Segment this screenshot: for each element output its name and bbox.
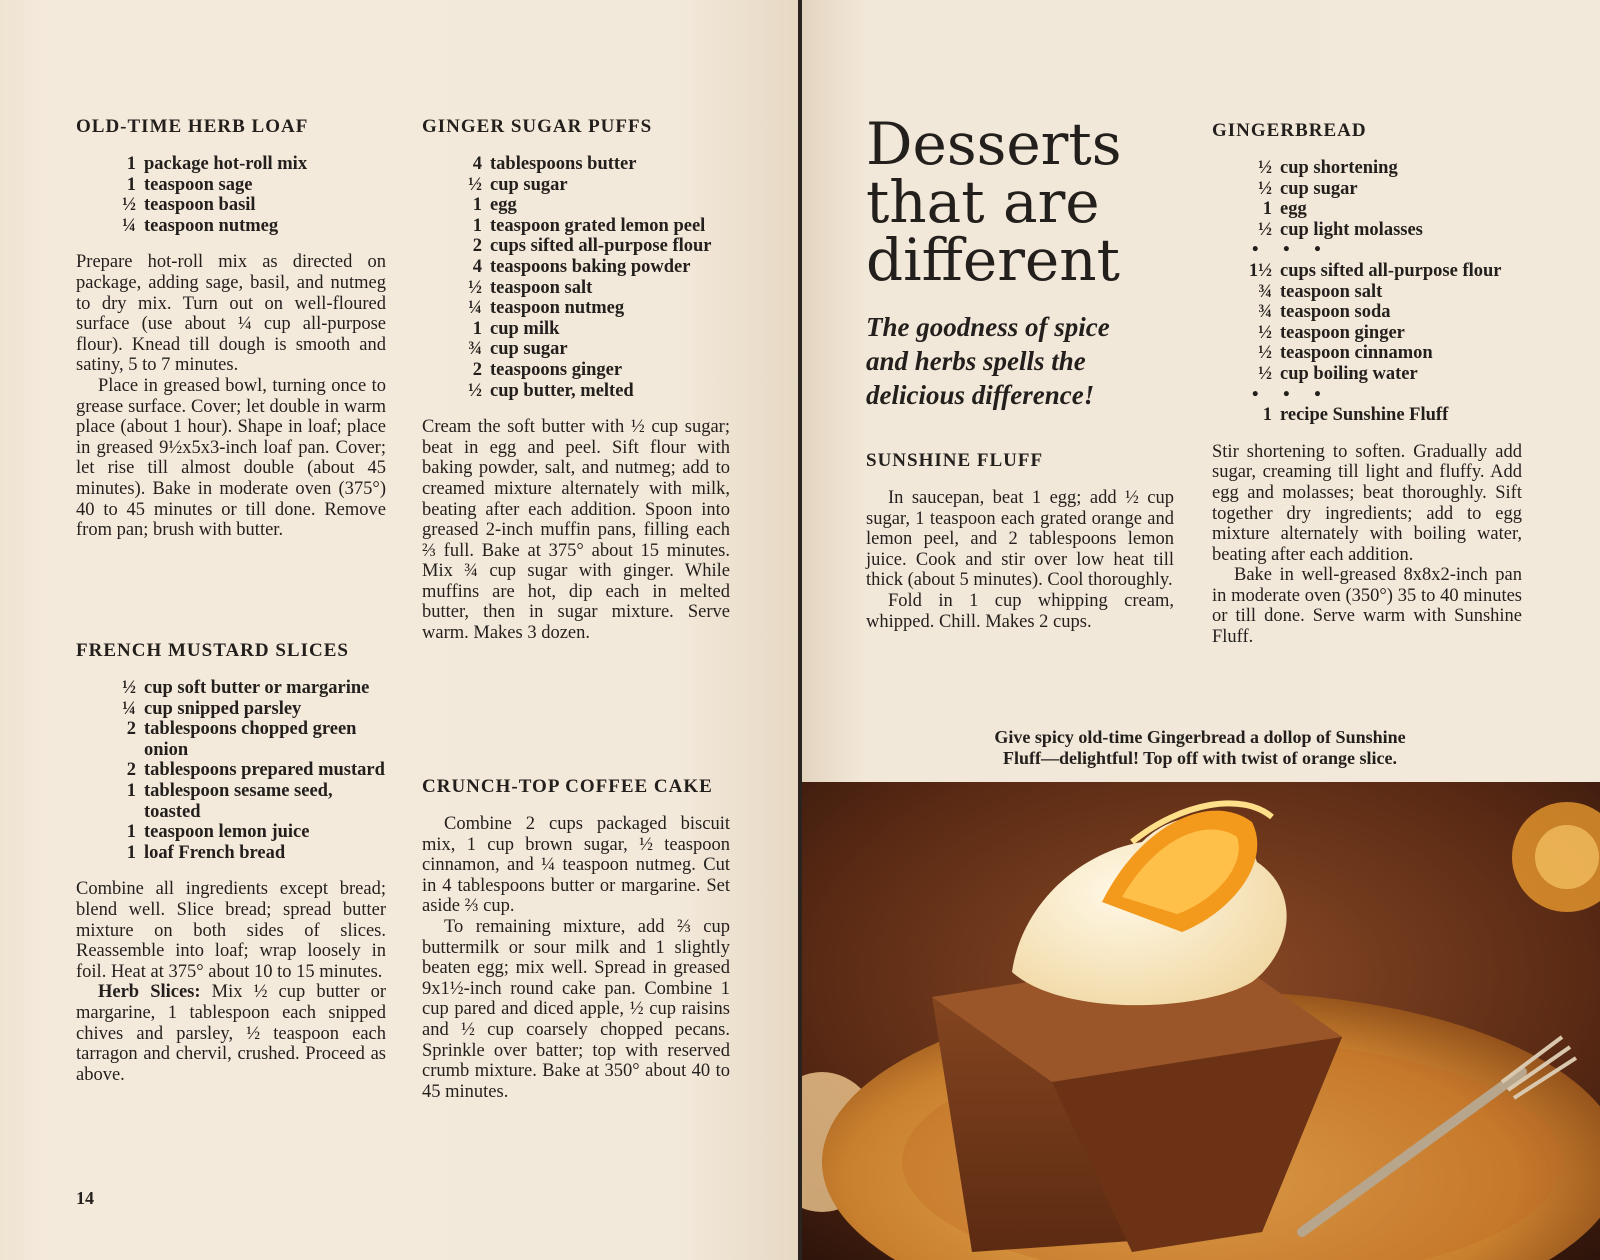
ingredient: 1 egg	[1262, 199, 1307, 220]
gingerbread-dessert-image	[802, 782, 1600, 1260]
separator: • • •	[1252, 240, 1331, 261]
ingredient: ½ teaspoon salt	[468, 277, 593, 298]
ingredient: 2 teaspoons ginger	[472, 359, 623, 380]
ingredient: ½ cup light molasses	[1258, 219, 1423, 240]
ingredient-list	[76, 154, 386, 236]
ingredient: ½ teaspoon ginger	[1258, 322, 1405, 343]
ingredient: 4 teaspoons baking powder	[472, 256, 691, 277]
section-title: Desserts that are different	[866, 110, 1122, 294]
recipe-directions: Cream the soft butter with ½ cup sugar; beat in egg and peel. Sift flour with baking powder, salt, and nutmeg; add to creamed mixture alternately with milk, beating after each addition. Spoon into greased 2-inch muffin pans, filling each ⅔ full. Bake at 375° about 15 minutes. Mix ¾ cup sugar with ginger. While muffins are hot, dip each in melted butter, then in sugar mixture. Serve warm. Makes 3 dozen.	[422, 417, 730, 644]
ingredient: 1 teaspoon grated lemon peel	[472, 215, 706, 236]
page-number: 14	[76, 1188, 94, 1208]
recipe-directions: Stir shortening to soften. Gradually add sugar, creaming till light and fluffy. Add egg and molasses; beat thoroughly. Sift together dry ingredients; add to egg mixture alternately with boiling water, beating after each addition.	[1212, 441, 1522, 565]
recipe-title: CRUNCH-TOP COFFEE CAKE	[422, 776, 713, 797]
ingredient: 1 recipe Sunshine Fluff	[1262, 405, 1449, 426]
recipe-directions: Combine 2 cups packaged biscuit mix, 1 cup brown sugar, ½ teaspoon cinnamon, and ¼ teaspoon nutmeg. Cut in 4 tablespoons butter or margarine. Set aside ⅔ cup.	[422, 814, 730, 917]
ingredient: 1 tablespoon sesame seed, toasted	[126, 780, 333, 822]
recipe-directions: Fold in 1 cup whipping cream, whipped. Chill. Makes 2 cups.	[866, 590, 1174, 632]
ingredient: ½ cup butter, melted	[468, 380, 634, 401]
recipe-directions: In saucepan, beat 1 egg; add ½ cup sugar, 1 teaspoon each grated orange and lemon peel, and 2 tablespoons lemon juice. Cook and stir over low heat till thick (about 5 minutes). Cool thoroughly.	[866, 488, 1174, 591]
ingredient: ½ teaspoon cinnamon	[1258, 343, 1433, 364]
ingredient: ¾ teaspoon salt	[1258, 281, 1383, 302]
ingredient: ½ cup soft butter or margarine	[122, 678, 370, 698]
ingredient: 2 cups sifted all-purpose flour	[472, 236, 712, 257]
recipe-directions: Combine all ingredients except bread; blend well. Slice bread; spread butter mixture on both sides of slices. Reassemble into loaf; wrap loosely in foil. Heat at 375° about 10 to 15 minutes.	[76, 879, 386, 982]
ingredient-list	[76, 678, 386, 863]
recipe-title: OLD-TIME HERB LOAF	[76, 116, 309, 137]
ingredient: ¾ cup sugar	[468, 339, 568, 360]
section-subtitle: The goodness of spice and herbs spells the delicious difference!	[866, 312, 1110, 410]
ingredient: 2 tablespoons prepared mustard	[126, 760, 385, 781]
ingredient: 2 tablespoons chopped green onion	[126, 719, 357, 760]
ingredient: ½ teaspoon basil	[122, 195, 256, 216]
ingredient: 1 teaspoon sage	[126, 174, 253, 195]
ingredient-list	[422, 154, 730, 401]
left-page	[0, 0, 798, 1260]
ingredient: 1½ cups sifted all-purpose flour	[1248, 260, 1502, 281]
recipe-title: GINGERBREAD	[1212, 120, 1367, 141]
ingredient: ¾ teaspoon soda	[1258, 302, 1391, 323]
recipe-title: FRENCH MUSTARD SLICES	[76, 640, 349, 661]
ingredient: 1 teaspoon lemon juice	[126, 822, 310, 843]
sugar-puffs-recipe	[422, 116, 730, 644]
ingredient: 1 egg	[472, 195, 517, 216]
ingredient: 4 tablespoons butter	[472, 154, 637, 174]
separator: • • •	[1252, 384, 1331, 405]
recipe-directions: Prepare hot-roll mix as directed on package, adding sage, basil, and nutmeg to dry mix. Turn out on well-floured surface (use about ¼ cup all-purpose flour). Knead till dough is smooth and satiny, 5 to 7 minutes.	[76, 252, 386, 376]
gingerbread-recipe	[1212, 120, 1522, 648]
mustard-slices-recipe	[76, 640, 386, 1085]
recipe-title: SUNSHINE FLUFF	[866, 450, 1044, 471]
sunshine-fluff-recipe	[866, 450, 1174, 632]
ingredient: 1 loaf French bread	[126, 842, 286, 863]
photo-caption: Give spicy old-time Gingerbread a dollop of Sunshine Fluff—delightful! Top off with twist of orange slice.	[994, 727, 1406, 768]
recipe-title: GINGER SUGAR PUFFS	[422, 116, 653, 137]
ingredient: ½ cup sugar	[468, 174, 568, 195]
gingerbread-photo	[802, 782, 1600, 1260]
ingredient: ½ cup boiling water	[1258, 363, 1418, 384]
recipe-directions: Place in greased bowl, turning once to grease surface. Cover; let double in warm place (about 1 hour). Shape in loaf; place in greased 9½x5x3-inch loaf pan. Cover; let rise till almost double (about 45 minutes). Bake in moderate oven (375°) 40 to 45 minutes or till done. Remove from pan; brush with butter.	[76, 375, 386, 541]
recipe-directions: Bake in well-greased 8x8x2-inch pan in moderate oven (350°) 35 to 40 minutes or till done. Serve warm with Sunshine Fluff.	[1212, 565, 1522, 648]
ingredient: ¼ teaspoon nutmeg	[468, 298, 625, 319]
recipe-directions: To remaining mixture, add ⅔ cup buttermilk or sour milk and 1 slightly beaten egg; mix well. Spread in greased 9x1½-inch round cake pan. Combine 1 cup pared and diced apple, ½ cup raisins and ½ cup coarsely chopped pecans. Sprinkle over batter; top with reserved crumb mixture. Bake at 350° about 40 to 45 minutes.	[422, 916, 730, 1102]
ingredient: ¼ cup snipped parsley	[122, 698, 302, 719]
ingredient: 1 cup milk	[472, 318, 560, 339]
ingredient: ½ cup shortening	[1258, 158, 1398, 178]
herb-slices-variation: Herb Slices: Mix ½ cup butter or margarine, 1 tablespoon each snipped chives and parsley, ½ teaspoon each tarragon and chervil, crushed. Proceed as above.	[76, 982, 386, 1085]
herb-loaf-recipe	[76, 116, 386, 541]
ingredient-list	[1212, 158, 1522, 426]
ingredient: ¼ teaspoon nutmeg	[122, 215, 279, 236]
ingredient: 1 package hot-roll mix	[126, 154, 308, 174]
ingredient: ½ cup sugar	[1258, 178, 1358, 199]
coffee-cake-recipe	[422, 776, 730, 1102]
